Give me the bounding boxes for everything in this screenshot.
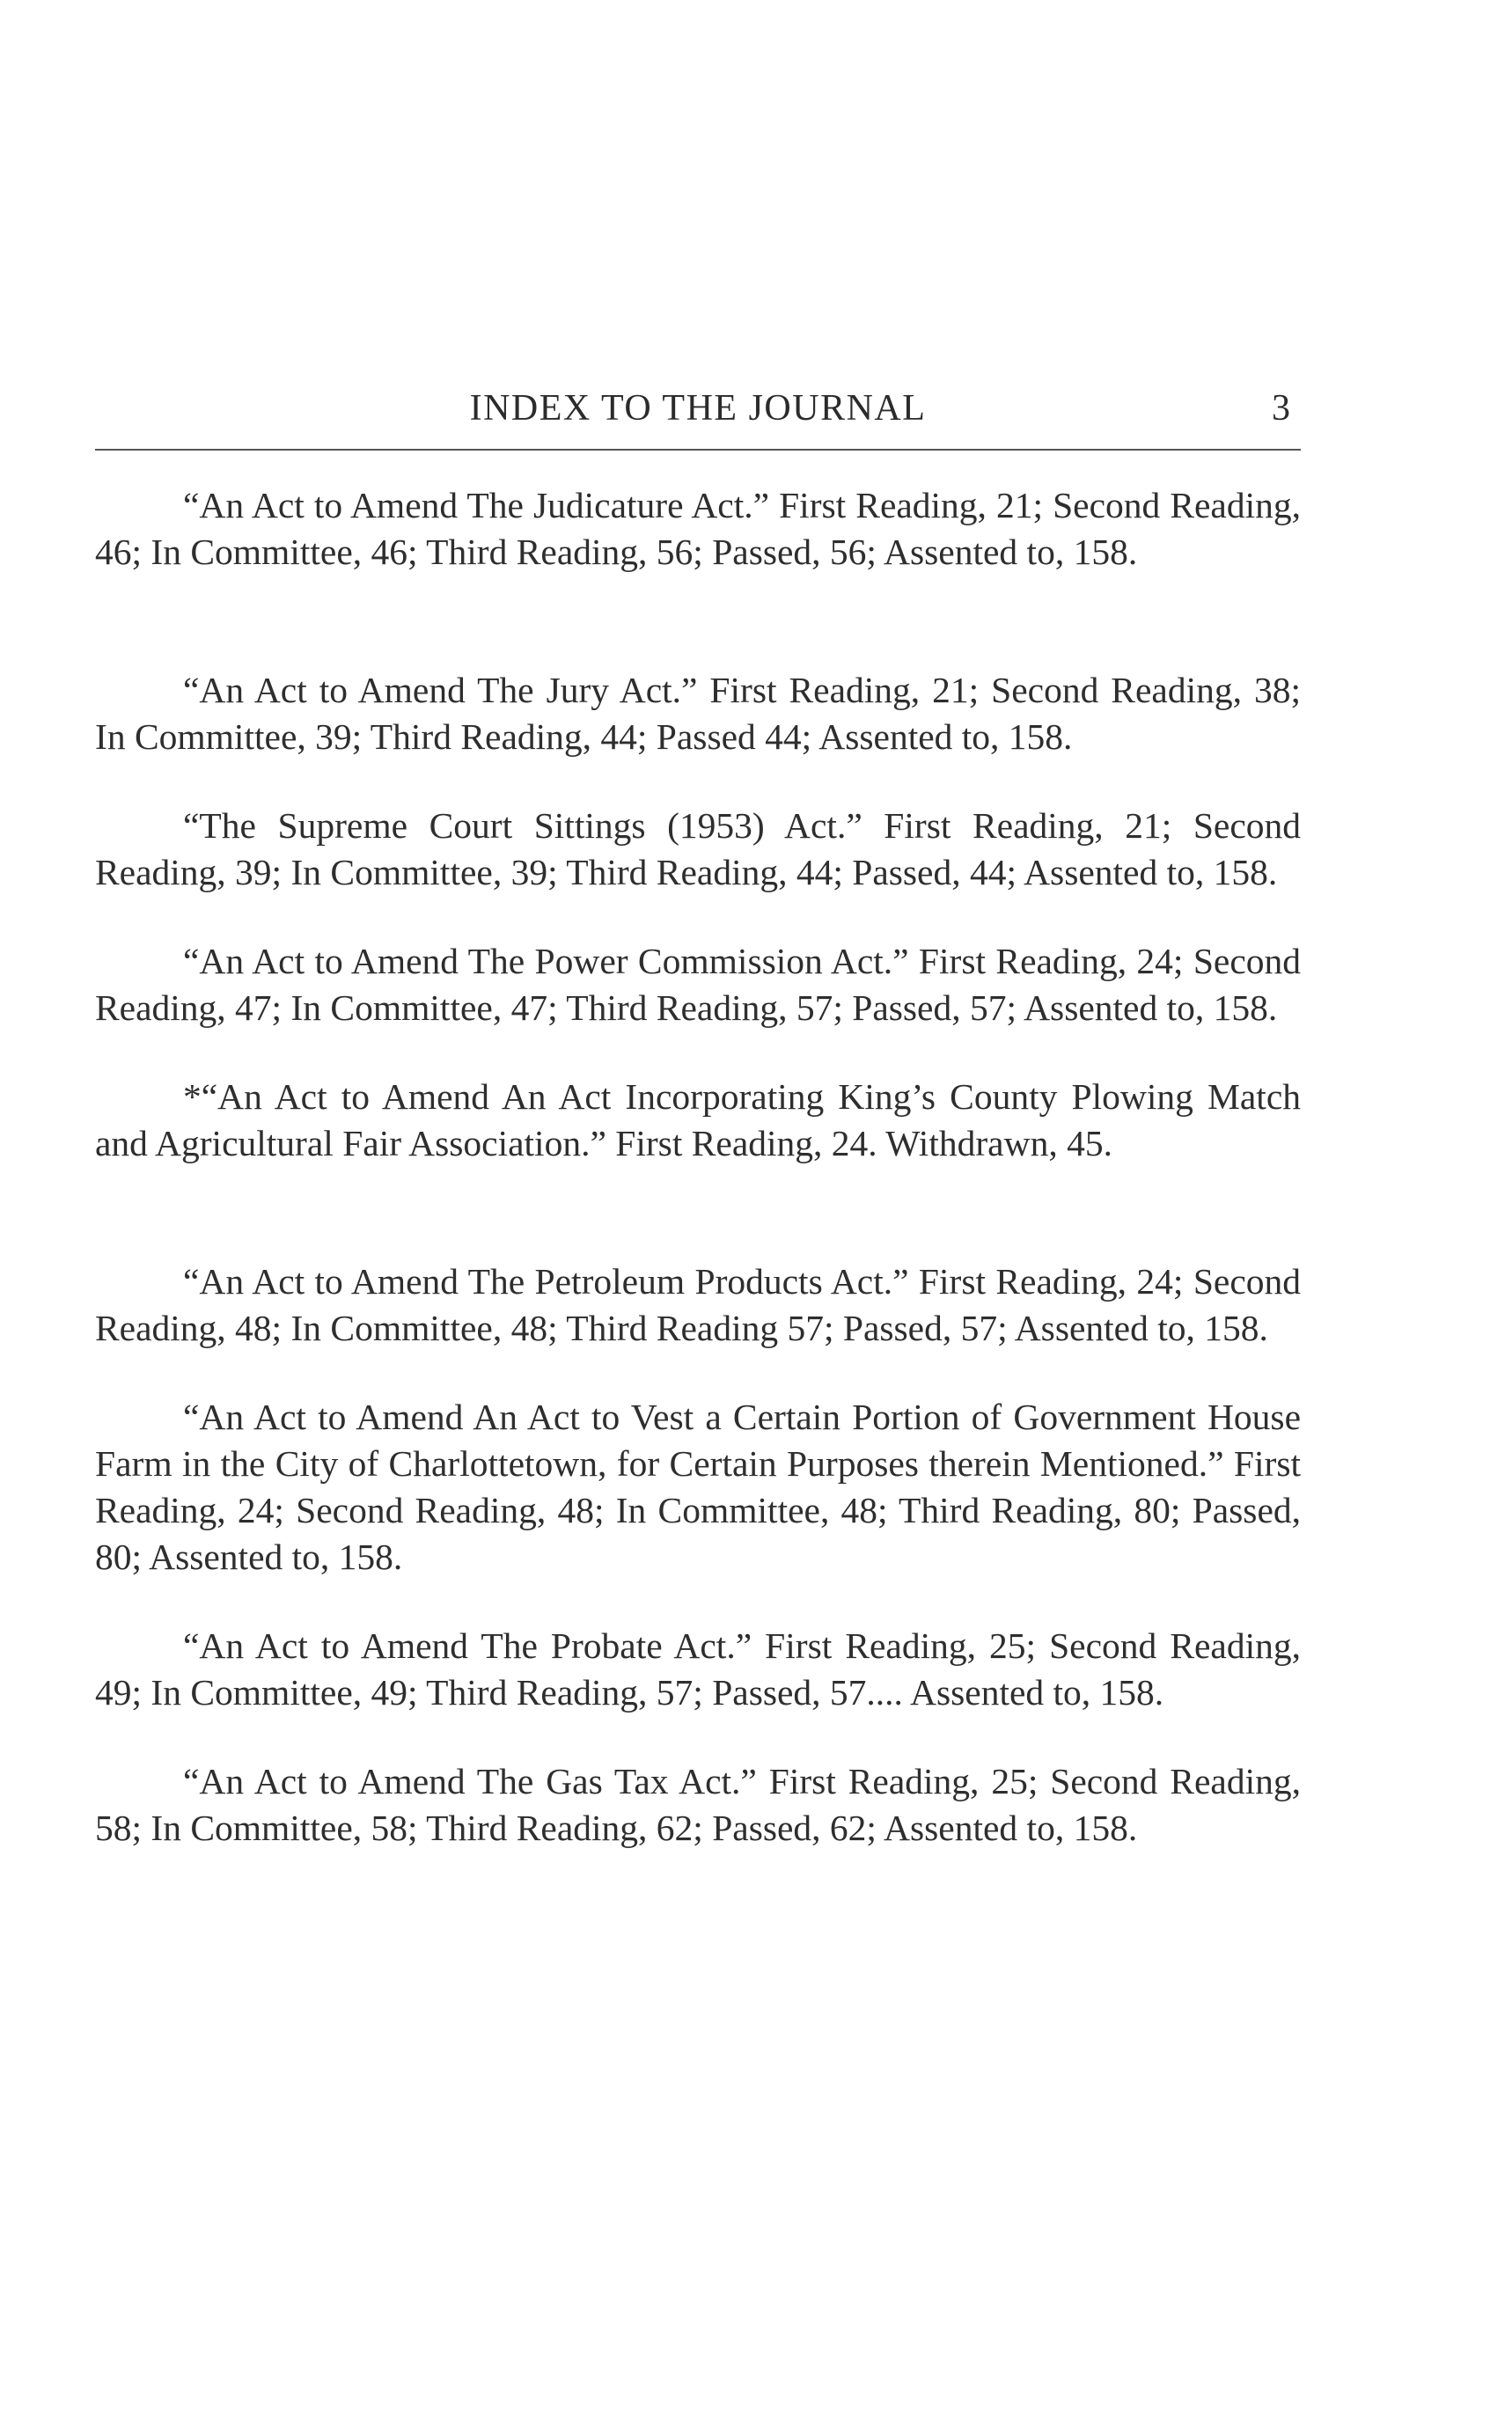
index-entry: *“An Act to Amend An Act Incorporating King’s County Plowing Match and Agricultural Fair Association.” First Reading, 24. Withdrawn, 45. [95, 1076, 1301, 1163]
index-entry: “An Act to Amend An Act to Vest a Certain Portion of Government House Farm in the City of Charlottetown, for Certain Purposes therein Mentioned.” First Reading, 24; Second Reading, 48; In Committee, 48; Third Reading, 80; Passed, 80; Assented to, 158. [95, 1397, 1301, 1577]
index-entry: “An Act to Amend The Probate Act.” First Reading, 25; Second Reading, 49; In Committee, 49; Third Reading, 57; Passed, 57.... Assented to, 158. [95, 1625, 1301, 1713]
index-entry: “An Act to Amend The Judicature Act.” First Reading, 21; Second Reading, 46; In Committee, 46; Third Reading, 56; Passed, 56; Assented to, 158. [95, 485, 1301, 572]
running-head: INDEX TO THE JOURNAL [469, 388, 927, 429]
index-entry: “An Act to Amend The Power Commission Act.” First Reading, 24; Second Reading, 47; In Committee, 47; Third Reading, 57; Passed, 57; Assented to, 158. [95, 941, 1301, 1028]
index-entries [95, 482, 1301, 1852]
index-entry: “An Act to Amend The Jury Act.” First Reading, 21; Second Reading, 38; In Committee, 39; Third Reading, 44; Passed 44; Assented to, 158. [95, 670, 1301, 757]
index-entry: “An Act to Amend The Petroleum Products Act.” First Reading, 24; Second Reading, 48; In Committee, 48; Third Reading 57; Passed, 57; Assented to, 158. [95, 1261, 1301, 1348]
index-entry: “The Supreme Court Sittings (1953) Act.” First Reading, 21; Second Reading, 39; In Committee, 39; Third Reading, 44; Passed, 44; Assented to, 158. [95, 805, 1301, 892]
page-header [95, 387, 1301, 440]
page-number: 3 [1272, 388, 1290, 429]
index-entry: “An Act to Amend The Gas Tax Act.” First Reading, 25; Second Reading, 58; In Committee, 58; Third Reading, 62; Passed, 62; Assented to, 158. [95, 1761, 1301, 1848]
header-rule [95, 449, 1301, 451]
journal-page [95, 0, 1301, 2428]
